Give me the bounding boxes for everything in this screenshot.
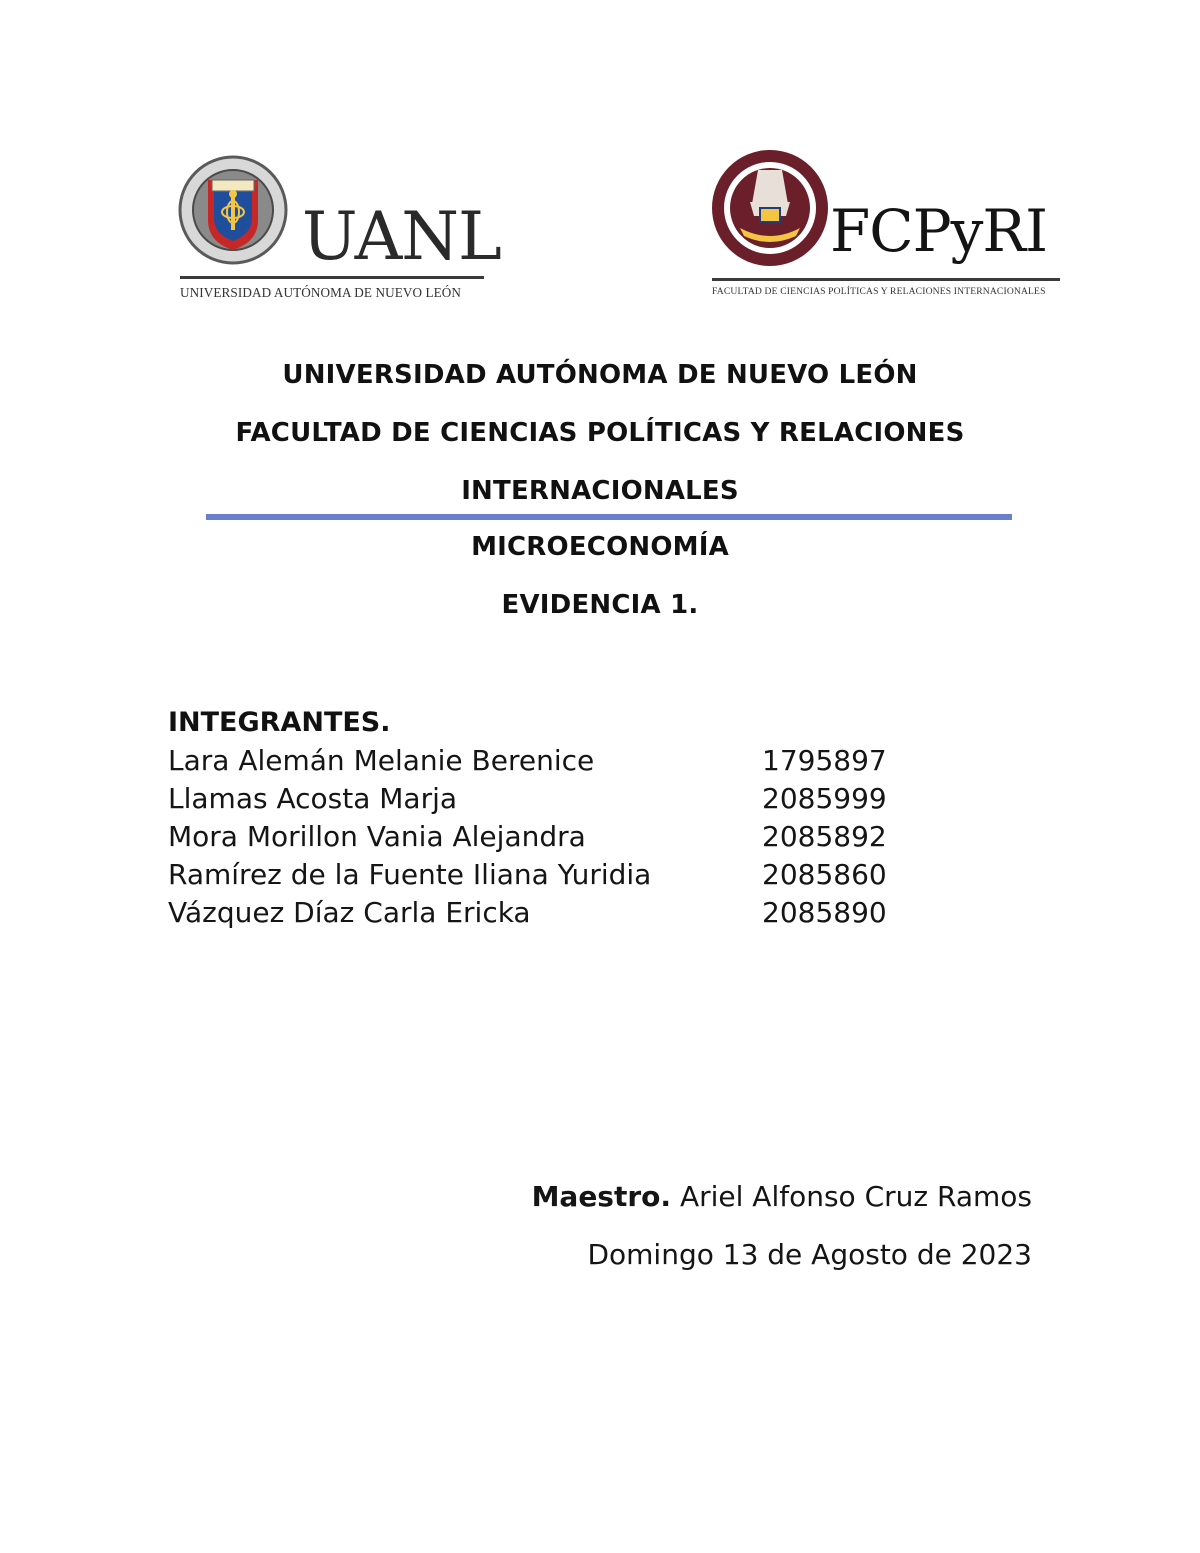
uanl-logo bbox=[178, 152, 501, 312]
document-date: Domingo 13 de Agosto de 2023 bbox=[587, 1238, 1032, 1271]
uanl-wordmark: UANL bbox=[302, 198, 501, 275]
member-row bbox=[168, 818, 928, 856]
teacher-name: Ariel Alfonso Cruz Ramos bbox=[679, 1180, 1032, 1213]
member-name: Lara Alemán Melanie Berenice bbox=[168, 744, 595, 777]
member-id: 2085890 bbox=[762, 896, 887, 929]
uanl-logo-rule bbox=[180, 276, 484, 279]
member-row bbox=[168, 742, 928, 780]
members-title: INTEGRANTES. bbox=[168, 707, 391, 738]
fcpyri-logo bbox=[710, 142, 1065, 307]
member-id: 2085860 bbox=[762, 858, 887, 891]
fcpyri-wordmark: FCPyRI bbox=[830, 197, 1047, 265]
member-name: Llamas Acosta Marja bbox=[168, 782, 458, 815]
member-row bbox=[168, 894, 928, 932]
teacher-line bbox=[532, 1177, 1032, 1217]
fcpyri-logo-rule bbox=[712, 278, 1060, 281]
faculty-heading-line1: FACULTAD DE CIENCIAS POLÍTICAS Y RELACIONES bbox=[235, 418, 965, 448]
member-name: Mora Morillon Vania Alejandra bbox=[168, 820, 586, 853]
member-name: Ramírez de la Fuente Iliana Yuridia bbox=[168, 858, 652, 891]
member-id: 1795897 bbox=[762, 744, 887, 777]
fcpyri-seal-icon bbox=[710, 142, 832, 276]
subject-heading: MICROECONOMÍA bbox=[471, 532, 729, 562]
uanl-logo-subtitle: UNIVERSIDAD AUTÓNOMA DE NUEVO LEÓN bbox=[180, 285, 462, 300]
teacher-label: Maestro. bbox=[531, 1180, 672, 1213]
university-heading: UNIVERSIDAD AUTÓNOMA DE NUEVO LEÓN bbox=[282, 360, 918, 390]
member-id: 2085999 bbox=[762, 782, 887, 815]
faculty-heading-line2: INTERNACIONALES bbox=[461, 476, 739, 506]
member-id: 2085892 bbox=[762, 820, 887, 853]
assignment-heading: EVIDENCIA 1. bbox=[501, 590, 699, 620]
fcpyri-logo-subtitle: FACULTAD DE CIENCIAS POLÍTICAS Y RELACIONES INTERNACIONALES bbox=[712, 286, 1046, 297]
uanl-seal-icon bbox=[178, 152, 288, 270]
member-name: Vázquez Díaz Carla Ericka bbox=[168, 896, 531, 929]
heading-divider bbox=[206, 514, 1012, 520]
member-row bbox=[168, 856, 928, 894]
member-row bbox=[168, 780, 928, 818]
